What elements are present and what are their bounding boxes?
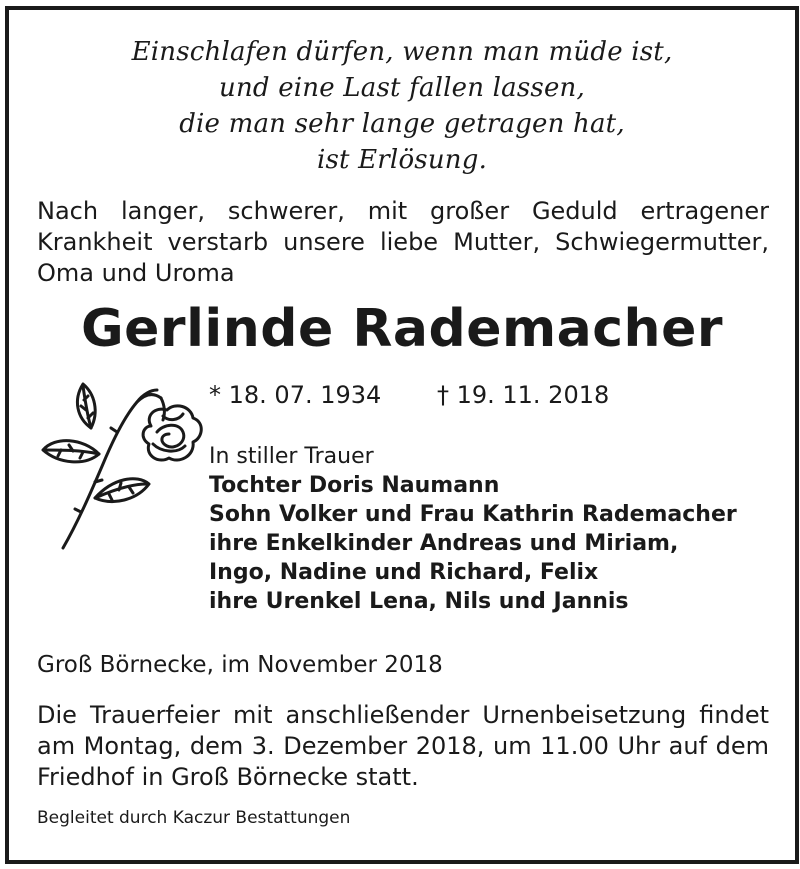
place-and-date: Groß Börnecke, im November 2018: [37, 652, 443, 678]
undertaker-note: Begleitet durch Kaczur Bestattungen: [37, 808, 351, 828]
mourner-line: Sohn Volker und Frau Kathrin Rademacher: [209, 502, 737, 527]
birth-date: * 18. 07. 1934: [209, 381, 382, 409]
mourner-line: Tochter Doris Naumann: [209, 473, 500, 498]
mourner-line: ihre Enkelkinder Andreas und Miriam,: [209, 531, 679, 556]
obituary-notice: [5, 6, 799, 864]
ceremony-text: Die Trauerfeier mit anschließender Urnenbeisetzung findet am Montag, dem 3. Dezember 2018, um 11.00 Uhr auf dem Friedhof in Groß Börnecke statt.: [37, 701, 769, 791]
life-dates: [209, 378, 609, 412]
poem-line: ist Erlösung.: [316, 145, 488, 175]
poem: [9, 34, 795, 178]
mourners-list: [209, 442, 737, 616]
rose-icon: [33, 372, 213, 562]
poem-line: Einschlafen dürfen, wenn man müde ist,: [131, 37, 673, 67]
mourner-line: Ingo, Nadine und Richard, Felix: [209, 560, 599, 585]
poem-line: die man sehr lange getragen hat,: [179, 109, 625, 139]
death-date: † 19. 11. 2018: [436, 381, 610, 409]
poem-line: und eine Last fallen lassen,: [219, 73, 585, 103]
deceased-name: Gerlinde Rademacher: [80, 299, 723, 359]
mourners-heading: In stiller Trauer: [209, 444, 374, 469]
intro-text: Nach langer, schwerer, mit großer Geduld ertragener Krankheit verstarb unsere liebe Mutter, Schwiegermutter, Oma und Uroma: [37, 197, 769, 287]
mourner-line: ihre Urenkel Lena, Nils und Jannis: [209, 589, 629, 614]
